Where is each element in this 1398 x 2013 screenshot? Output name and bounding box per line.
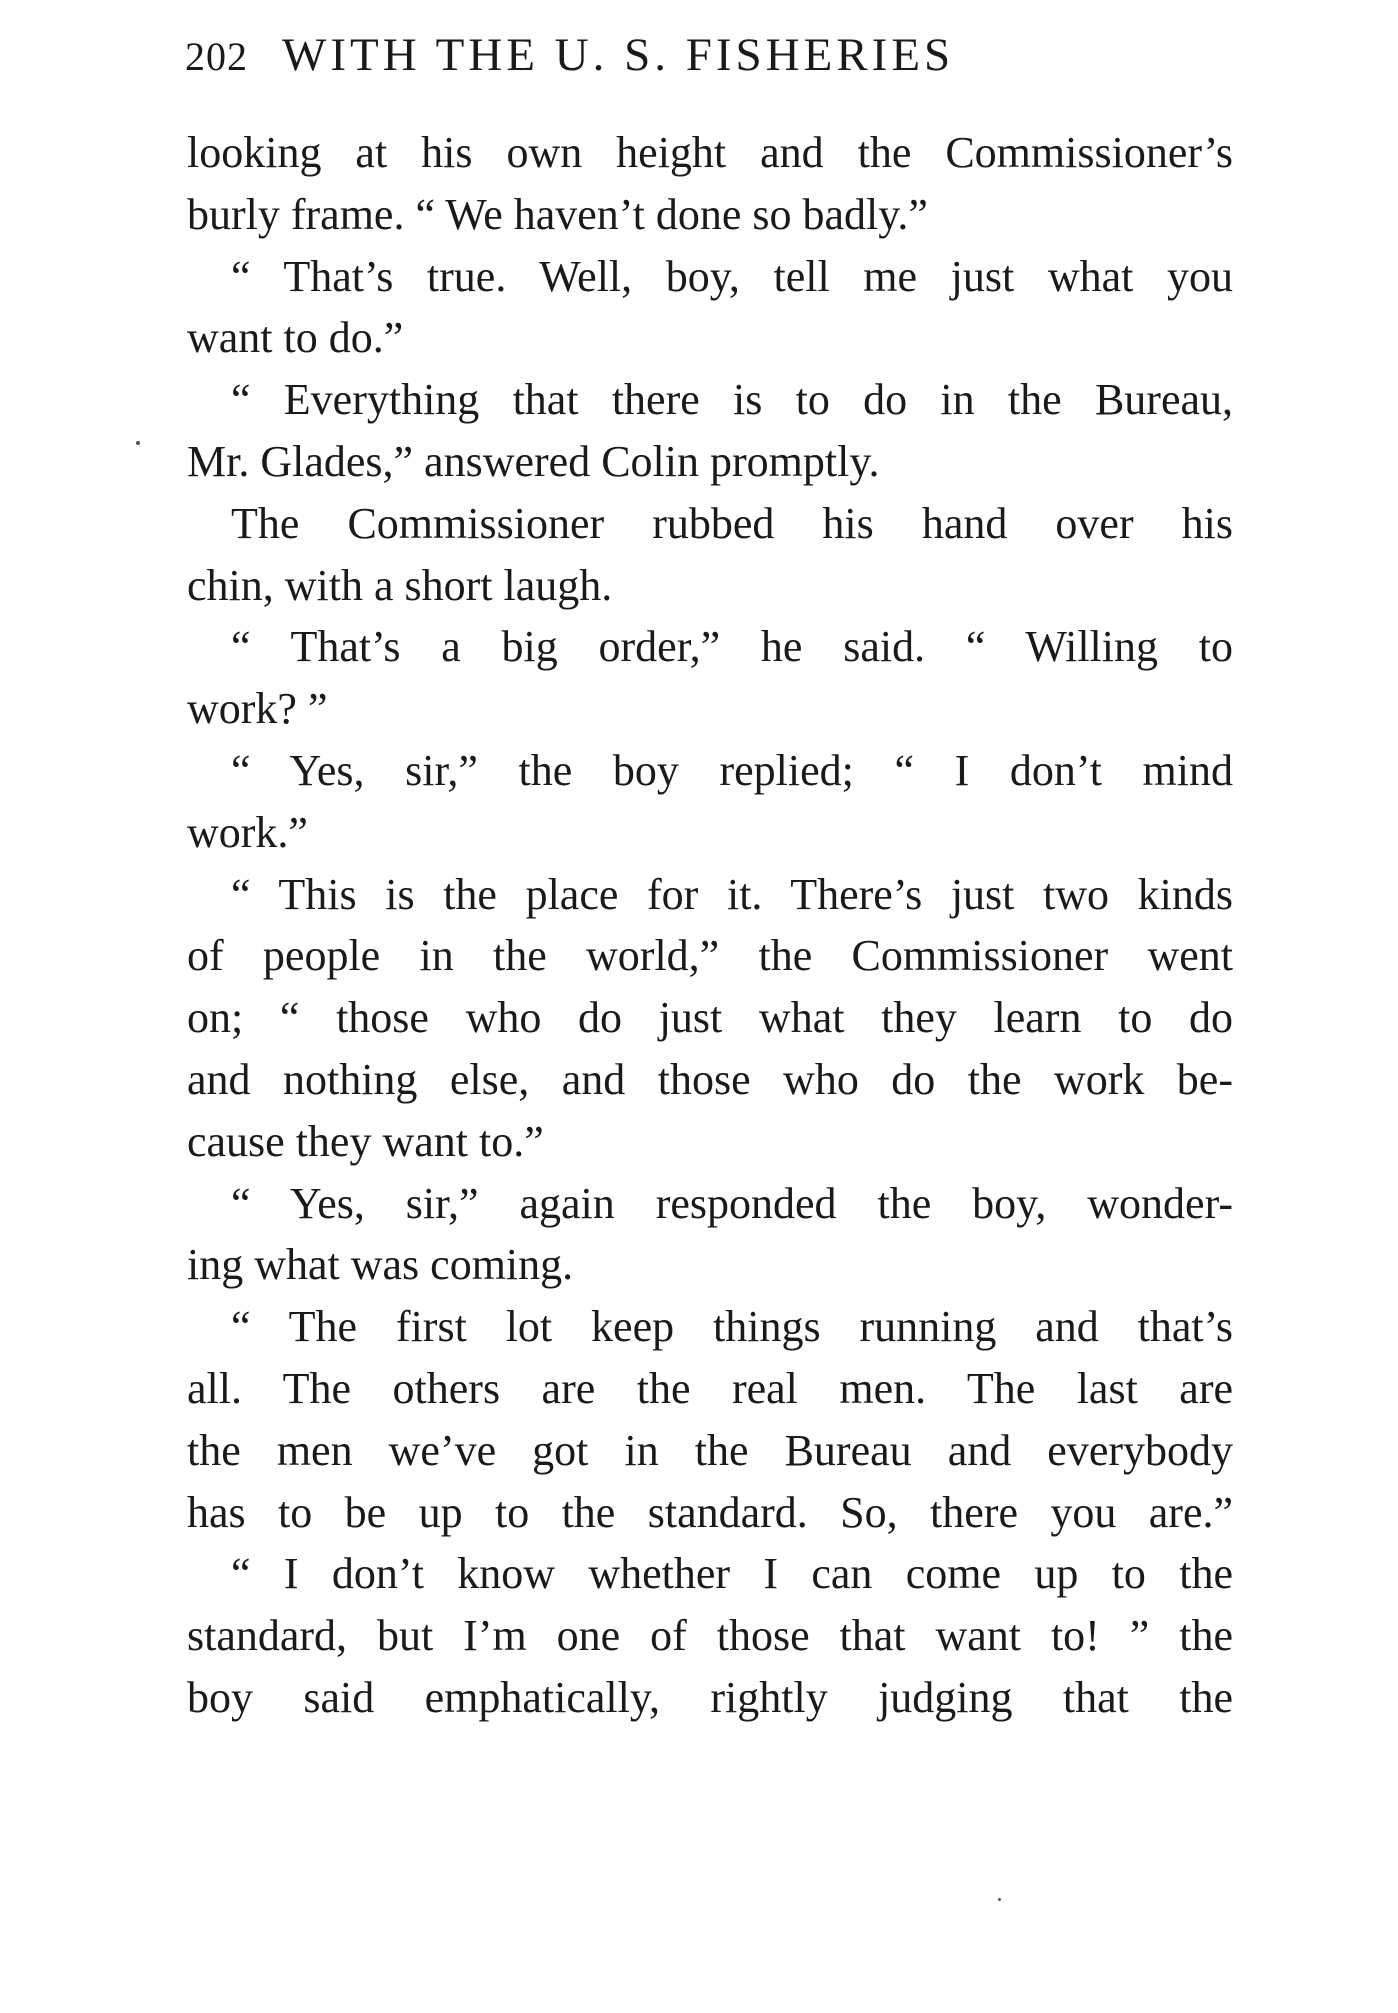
text-line: all. The others are the real men. The last are	[187, 1363, 1233, 1413]
text-line: “ Yes, sir,” again responded the boy, wonder-	[231, 1178, 1233, 1228]
text-line: burly frame. “ We haven’t done so badly.”	[187, 189, 928, 239]
text-line: “ Everything that there is to do in the Bureau,	[231, 375, 1233, 425]
text-line: “ This is the place for it. There’s just two kinds	[231, 869, 1233, 919]
text-line: the men we’ve got in the Bureau and everybody	[187, 1425, 1233, 1475]
ink-speck	[998, 1898, 1001, 1901]
text-line: “ I don’t know whether I can come up to the	[231, 1549, 1233, 1599]
text-line: chin, with a short laugh.	[187, 560, 613, 610]
running-head: WITH THE U. S. FISHERIES	[282, 29, 955, 81]
text-line: cause they want to.”	[187, 1116, 544, 1166]
text-line: Mr. Glades,” answered Colin promptly.	[187, 436, 880, 486]
text-line: looking at his own height and the Commissioner’s	[187, 128, 1233, 177]
ink-speck	[136, 441, 140, 445]
body-text	[187, 122, 1233, 1729]
text-line: ing what was coming.	[187, 1240, 574, 1290]
text-line: of people in the world,” the Commissioner went	[187, 931, 1233, 981]
text-line: has to be up to the standard. So, there you are.”	[187, 1487, 1233, 1537]
text-line: and nothing else, and those who do the work be-	[187, 1054, 1233, 1104]
text-line: on; “ those who do just what they learn to do	[187, 993, 1233, 1043]
text-line: “ The first lot keep things running and that’s	[231, 1302, 1233, 1352]
text-line: want to do.”	[187, 313, 404, 363]
page-number: 202	[185, 34, 248, 79]
page-header	[185, 28, 1245, 98]
text-line: “ Yes, sir,” the boy replied; “ I don’t mind	[231, 745, 1233, 795]
text-line: work.”	[187, 807, 308, 857]
text-line: boy said emphatically, rightly judging that the	[187, 1672, 1233, 1722]
text-line: standard, but I’m one of those that want to! ” the	[187, 1611, 1233, 1661]
text-line: “ That’s true. Well, boy, tell me just what you	[231, 251, 1233, 301]
text-line: work? ”	[187, 684, 328, 734]
text-line: The Commissioner rubbed his hand over his	[231, 498, 1233, 548]
text-line: “ That’s a big order,” he said. “ Willing to	[231, 622, 1233, 672]
